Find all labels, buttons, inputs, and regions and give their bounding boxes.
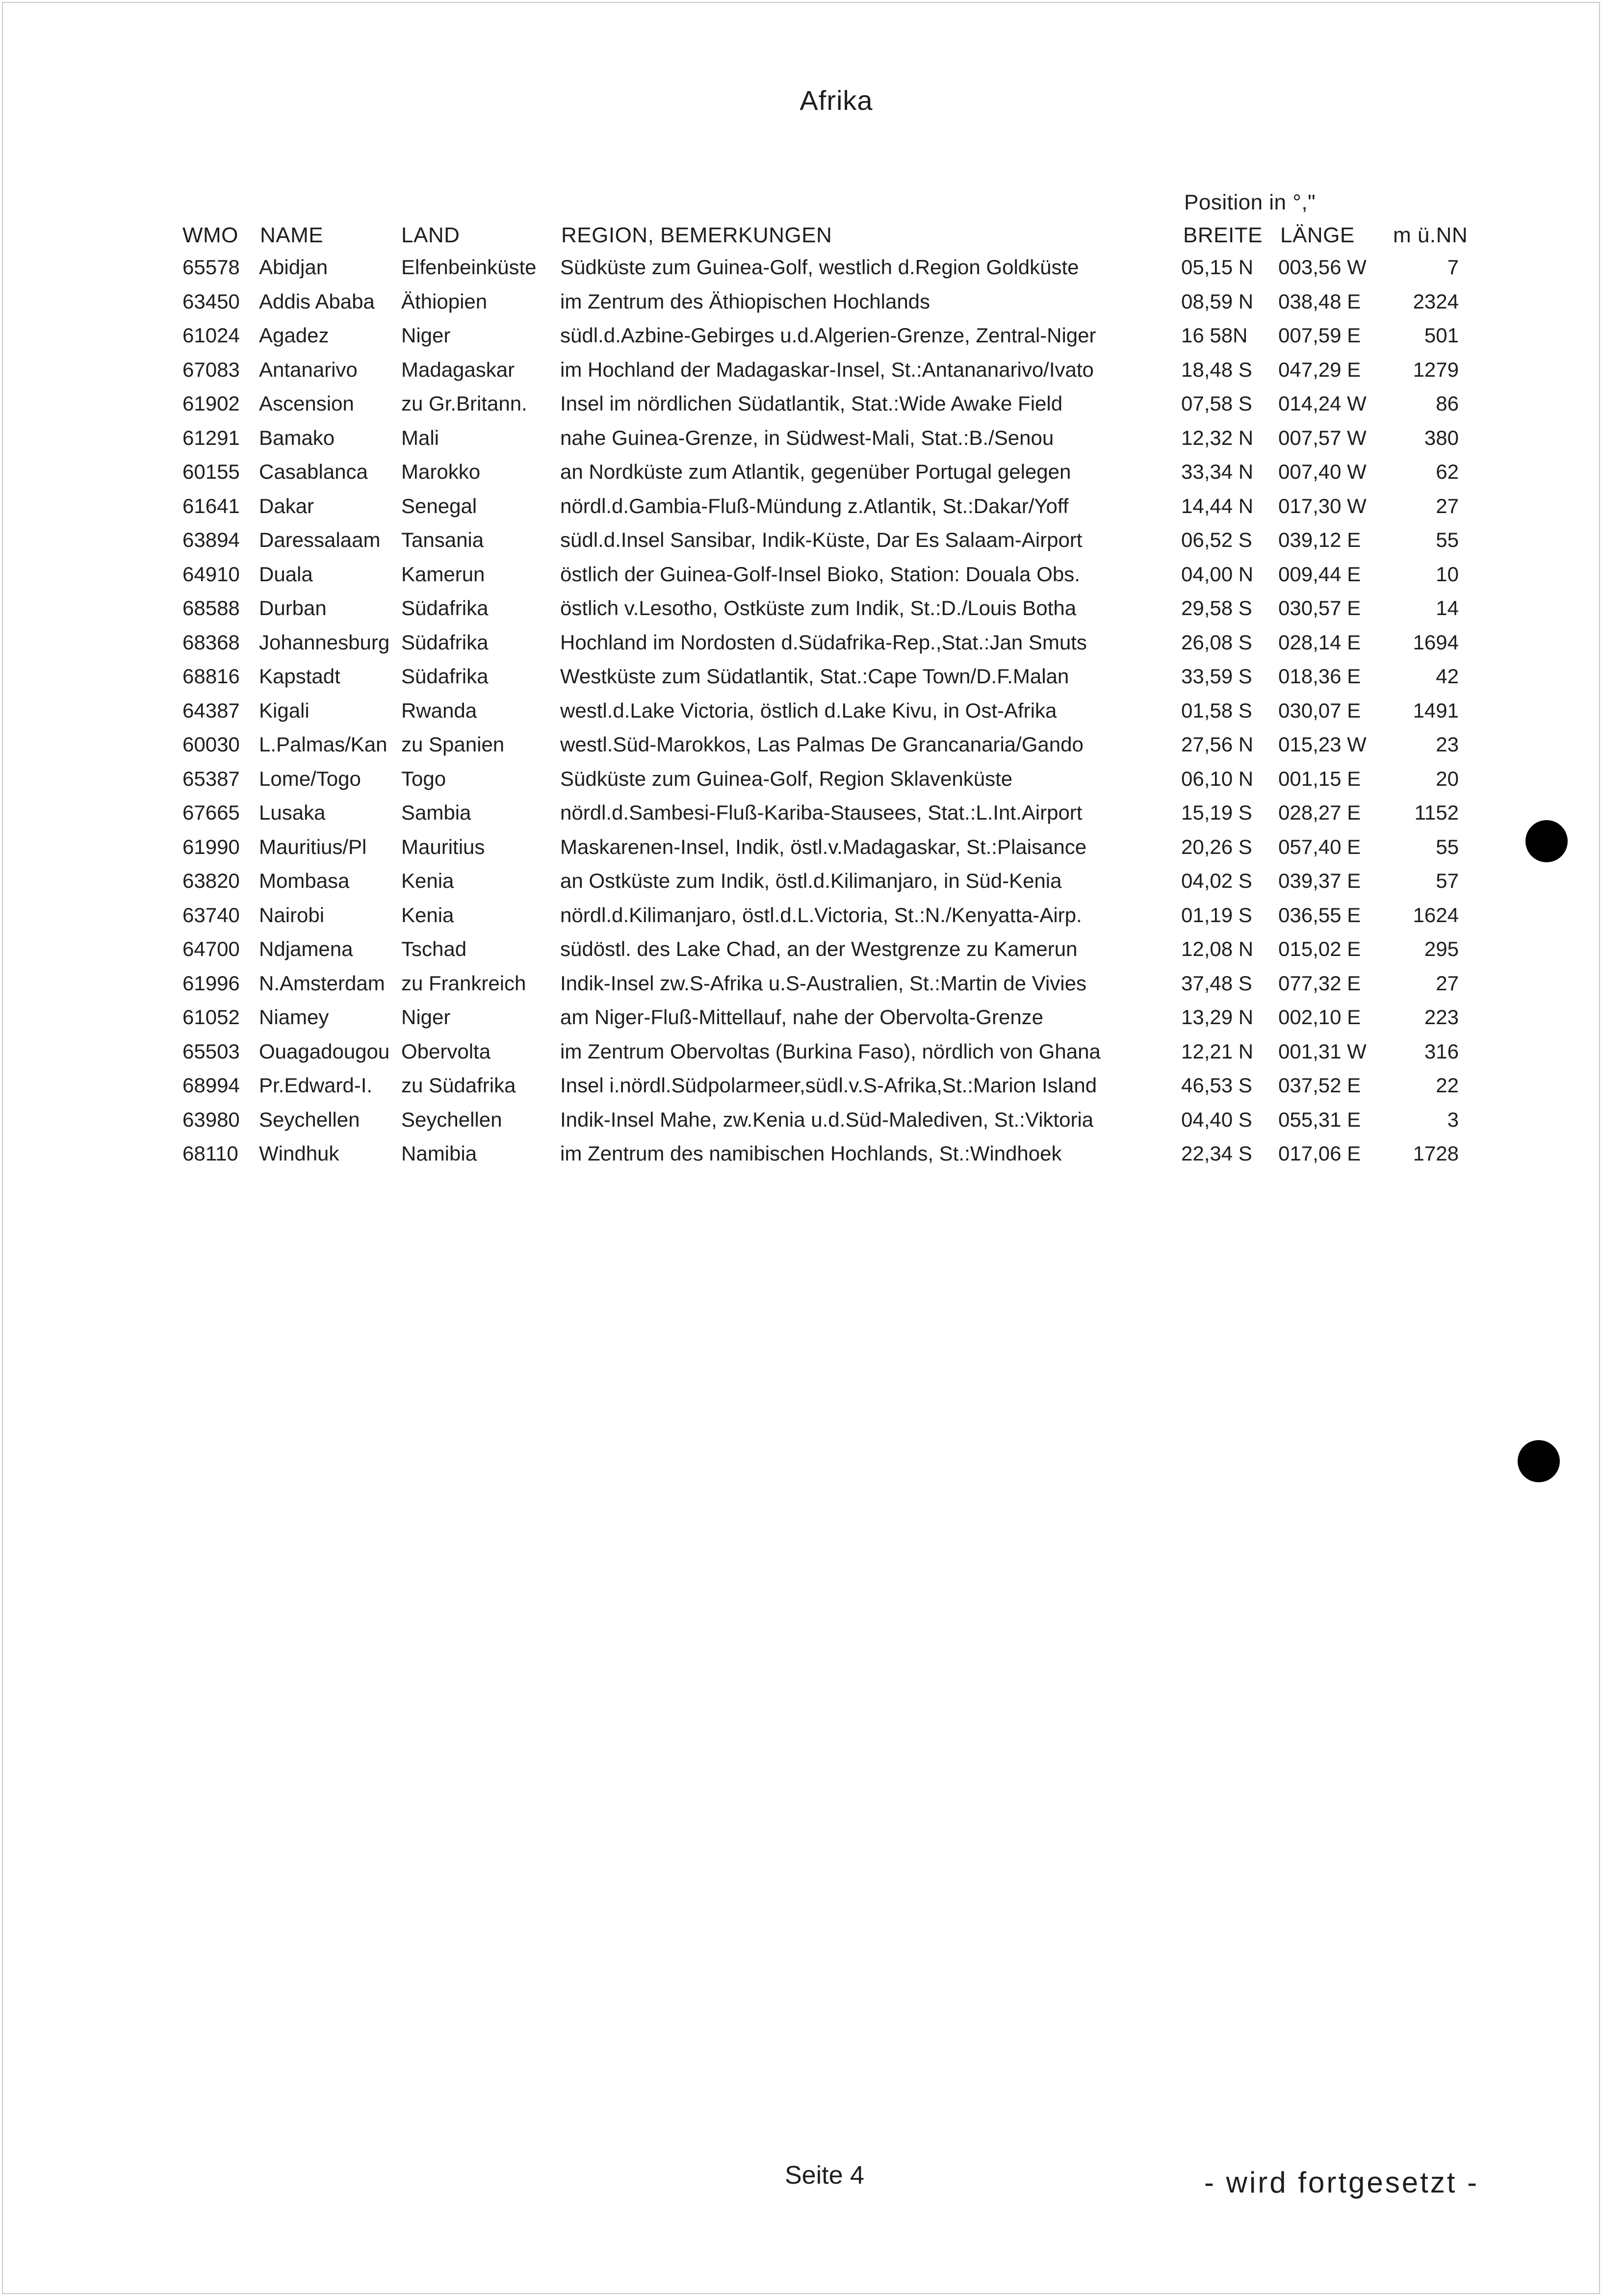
longitude-cell: 039,12 E [1278, 528, 1361, 551]
column-header-wmo: WMO [182, 223, 238, 247]
latitude-cell: 06,52 S [1181, 528, 1252, 551]
name-cell: Durban [259, 596, 327, 619]
latitude-cell: 08,59 N [1181, 289, 1254, 313]
altitude-cell: 55 [1436, 835, 1459, 858]
latitude-cell: 01,58 S [1181, 698, 1252, 722]
name-cell: Antanarivo [259, 358, 358, 381]
wmo-cell: 65578 [182, 256, 240, 279]
land-cell: Tschad [401, 937, 467, 960]
longitude-cell: 017,06 E [1278, 1142, 1361, 1165]
name-cell: Pr.Edward-I. [259, 1074, 373, 1097]
table-row [0, 423, 1602, 458]
land-cell: Mauritius [401, 835, 485, 858]
land-cell: Sambia [401, 801, 471, 824]
land-cell: Madagaskar [401, 358, 515, 381]
wmo-cell: 63820 [182, 869, 240, 892]
longitude-cell: 001,15 E [1278, 767, 1361, 790]
land-cell: Mali [401, 426, 439, 449]
table-row [0, 525, 1602, 560]
latitude-cell: 37,48 S [1181, 971, 1252, 995]
name-cell: Dakar [259, 494, 314, 517]
region-cell: im Zentrum Obervoltas (Burkina Faso), nördlich von Ghana [560, 1039, 1101, 1063]
region-cell: Maskarenen-Insel, Indik, östl.v.Madagaskar, St.:Plaisance [560, 835, 1087, 858]
wmo-cell: 61052 [182, 1006, 240, 1029]
region-cell: nördl.d.Kilimanjaro, östl.d.L.Victoria, St.:N./Kenyatta-Airp. [560, 903, 1082, 927]
table-row [0, 730, 1602, 764]
region-cell: an Ostküste zum Indik, östl.d.Kilimanjaro, in Süd-Kenia [560, 869, 1062, 892]
name-cell: Kigali [259, 698, 310, 722]
table-row [0, 832, 1602, 867]
longitude-cell: 015,02 E [1278, 937, 1361, 960]
land-cell: Elfenbeinküste [401, 256, 537, 279]
latitude-cell: 20,26 S [1181, 835, 1252, 858]
land-cell: Senegal [401, 494, 477, 517]
longitude-cell: 036,55 E [1278, 903, 1361, 927]
longitude-cell: 007,59 E [1278, 324, 1361, 347]
wmo-cell: 68368 [182, 630, 240, 654]
name-cell: Windhuk [259, 1142, 339, 1165]
altitude-cell: 42 [1436, 665, 1459, 688]
altitude-cell: 223 [1424, 1006, 1459, 1029]
region-cell: südl.d.Azbine-Gebirges u.d.Algerien-Grenze, Zentral-Niger [560, 324, 1096, 347]
land-cell: Äthiopien [401, 289, 488, 313]
region-cell: östlich der Guinea-Golf-Insel Bioko, Station: Douala Obs. [560, 562, 1080, 586]
region-cell: westl.Süd-Marokkos, Las Palmas De Grancanaria/Gando [560, 733, 1084, 756]
wmo-cell: 60155 [182, 460, 240, 483]
wmo-cell: 68588 [182, 596, 240, 619]
wmo-cell: 61291 [182, 426, 240, 449]
region-cell: nahe Guinea-Grenze, in Südwest-Mali, Stat.:B./Senou [560, 426, 1054, 449]
land-cell: Rwanda [401, 698, 477, 722]
region-cell: Indik-Insel zw.S-Afrika u.S-Australien, St.:Martin de Vivies [560, 971, 1086, 995]
altitude-cell: 10 [1436, 562, 1459, 586]
table-row [0, 798, 1602, 832]
latitude-cell: 18,48 S [1181, 358, 1252, 381]
altitude-cell: 295 [1424, 937, 1459, 960]
latitude-cell: 04,40 S [1181, 1108, 1252, 1131]
wmo-cell: 68994 [182, 1074, 240, 1097]
land-cell: Kamerun [401, 562, 485, 586]
longitude-cell: 037,52 E [1278, 1074, 1361, 1097]
table-row [0, 457, 1602, 491]
altitude-cell: 27 [1436, 494, 1459, 517]
land-cell: Seychellen [401, 1108, 502, 1131]
table-row [0, 1139, 1602, 1173]
wmo-cell: 63450 [182, 289, 240, 313]
table-row [0, 560, 1602, 594]
region-cell: Südküste zum Guinea-Golf, westlich d.Region Goldküste [560, 256, 1079, 279]
region-cell: Indik-Insel Mahe, zw.Kenia u.d.Süd-Malediven, St.:Viktoria [560, 1108, 1094, 1131]
table-row [0, 491, 1602, 526]
altitude-cell: 14 [1436, 596, 1459, 619]
table-row [0, 764, 1602, 799]
region-cell: Westküste zum Südatlantik, Stat.:Cape Town/D.F.Malan [560, 665, 1069, 688]
column-header-laenge: LÄNGE [1280, 223, 1355, 247]
longitude-cell: 028,27 E [1278, 801, 1361, 824]
table-row [0, 866, 1602, 901]
altitude-cell: 22 [1436, 1074, 1459, 1097]
region-cell: Hochland im Nordosten d.Südafrika-Rep.,Stat.:Jan Smuts [560, 630, 1087, 654]
name-cell: Abidjan [259, 256, 328, 279]
table-row [0, 1003, 1602, 1037]
region-cell: Insel i.nördl.Südpolarmeer,südl.v.S-Afrika,St.:Marion Island [560, 1074, 1097, 1097]
altitude-cell: 380 [1424, 426, 1459, 449]
table-row [0, 253, 1602, 287]
altitude-cell: 57 [1436, 869, 1459, 892]
latitude-cell: 05,15 N [1181, 256, 1254, 279]
longitude-cell: 057,40 E [1278, 835, 1361, 858]
latitude-cell: 12,32 N [1181, 426, 1254, 449]
wmo-cell: 64387 [182, 698, 240, 722]
land-cell: Niger [401, 1006, 451, 1029]
table-row [0, 969, 1602, 1003]
altitude-cell: 55 [1436, 528, 1459, 551]
land-cell: Tansania [401, 528, 484, 551]
name-cell: Ouagadougou [259, 1039, 390, 1063]
wmo-cell: 61902 [182, 392, 240, 415]
page-number: Seite 4 [785, 2161, 864, 2190]
land-cell: zu Spanien [401, 733, 505, 756]
region-cell: im Zentrum des Äthiopischen Hochlands [560, 289, 930, 313]
altitude-cell: 1152 [1414, 801, 1459, 824]
altitude-cell: 62 [1436, 460, 1459, 483]
wmo-cell: 60030 [182, 733, 240, 756]
longitude-cell: 055,31 E [1278, 1108, 1361, 1131]
altitude-cell: 1279 [1413, 358, 1459, 381]
altitude-cell: 1694 [1413, 630, 1459, 654]
position-header: Position in °," [1184, 190, 1316, 214]
name-cell: Mauritius/Pl [259, 835, 367, 858]
land-cell: Niger [401, 324, 451, 347]
longitude-cell: 003,56 W [1278, 256, 1367, 279]
altitude-cell: 23 [1436, 733, 1459, 756]
latitude-cell: 33,59 S [1181, 665, 1252, 688]
name-cell: Lome/Togo [259, 767, 361, 790]
wmo-cell: 61990 [182, 835, 240, 858]
name-cell: Daressalaam [259, 528, 381, 551]
longitude-cell: 002,10 E [1278, 1006, 1361, 1029]
altitude-cell: 1728 [1413, 1142, 1459, 1165]
longitude-cell: 014,24 W [1278, 392, 1367, 415]
longitude-cell: 030,57 E [1278, 596, 1361, 619]
name-cell: Niamey [259, 1006, 329, 1029]
table-row [0, 355, 1602, 389]
altitude-cell: 7 [1447, 256, 1459, 279]
table-row [0, 696, 1602, 730]
wmo-cell: 63894 [182, 528, 240, 551]
latitude-cell: 15,19 S [1181, 801, 1252, 824]
name-cell: Ndjamena [259, 937, 353, 960]
land-cell: zu Südafrika [401, 1074, 516, 1097]
land-cell: Togo [401, 767, 446, 790]
name-cell: Agadez [259, 324, 329, 347]
wmo-cell: 67665 [182, 801, 240, 824]
longitude-cell: 047,29 E [1278, 358, 1361, 381]
page-title: Afrika [800, 85, 873, 116]
land-cell: Marokko [401, 460, 481, 483]
longitude-cell: 077,32 E [1278, 971, 1361, 995]
name-cell: Johannesburg [259, 630, 390, 654]
region-cell: westl.d.Lake Victoria, östlich d.Lake Kivu, in Ost-Afrika [560, 698, 1057, 722]
column-header-land: LAND [401, 223, 460, 247]
longitude-cell: 007,57 W [1278, 426, 1367, 449]
column-header-hoehe: m ü.NN [1393, 223, 1468, 247]
table-row [0, 662, 1602, 696]
wmo-cell: 68816 [182, 665, 240, 688]
latitude-cell: 06,10 N [1181, 767, 1254, 790]
name-cell: Nairobi [259, 903, 325, 927]
land-cell: Südafrika [401, 596, 489, 619]
wmo-cell: 61641 [182, 494, 240, 517]
region-cell: an Nordküste zum Atlantik, gegenüber Portugal gelegen [560, 460, 1071, 483]
name-cell: Duala [259, 562, 313, 586]
region-cell: im Zentrum des namibischen Hochlands, St.:Windhoek [560, 1142, 1062, 1165]
longitude-cell: 028,14 E [1278, 630, 1361, 654]
station-table [0, 253, 1602, 1173]
land-cell: Südafrika [401, 630, 489, 654]
wmo-cell: 64910 [182, 562, 240, 586]
wmo-cell: 65503 [182, 1039, 240, 1063]
land-cell: zu Gr.Britann. [401, 392, 527, 415]
altitude-cell: 20 [1436, 767, 1459, 790]
longitude-cell: 009,44 E [1278, 562, 1361, 586]
latitude-cell: 12,21 N [1181, 1039, 1254, 1063]
punch-hole [1525, 820, 1568, 862]
longitude-cell: 001,31 W [1278, 1039, 1367, 1063]
region-cell: nördl.d.Sambesi-Fluß-Kariba-Stausees, Stat.:L.Int.Airport [560, 801, 1083, 824]
latitude-cell: 04,02 S [1181, 869, 1252, 892]
longitude-cell: 007,40 W [1278, 460, 1367, 483]
wmo-cell: 68110 [182, 1142, 238, 1165]
land-cell: Südafrika [401, 665, 489, 688]
table-row [0, 321, 1602, 355]
table-row [0, 1071, 1602, 1105]
name-cell: Ascension [259, 392, 354, 415]
region-cell: südöstl. des Lake Chad, an der Westgrenze zu Kamerun [560, 937, 1078, 960]
region-cell: südl.d.Insel Sansibar, Indik-Küste, Dar Es Salaam-Airport [560, 528, 1083, 551]
region-cell: nördl.d.Gambia-Fluß-Mündung z.Atlantik, St.:Dakar/Yoff [560, 494, 1069, 517]
altitude-cell: 1491 [1413, 698, 1459, 722]
wmo-cell: 63740 [182, 903, 240, 927]
name-cell: Lusaka [259, 801, 326, 824]
longitude-cell: 018,36 E [1278, 665, 1361, 688]
table-row [0, 389, 1602, 423]
wmo-cell: 67083 [182, 358, 240, 381]
latitude-cell: 01,19 S [1181, 903, 1252, 927]
region-cell: östlich v.Lesotho, Ostküste zum Indik, St.:D./Louis Botha [560, 596, 1077, 619]
altitude-cell: 27 [1436, 971, 1459, 995]
wmo-cell: 64700 [182, 937, 240, 960]
latitude-cell: 16 58N [1181, 324, 1248, 347]
altitude-cell: 316 [1424, 1039, 1459, 1063]
table-row [0, 1037, 1602, 1071]
latitude-cell: 07,58 S [1181, 392, 1252, 415]
punch-hole [1518, 1440, 1560, 1482]
altitude-cell: 2324 [1413, 289, 1459, 313]
land-cell: zu Frankreich [401, 971, 526, 995]
land-cell: Obervolta [401, 1039, 491, 1063]
land-cell: Kenia [401, 869, 454, 892]
wmo-cell: 65387 [182, 767, 240, 790]
name-cell: Addis Ababa [259, 289, 375, 313]
column-header-name: NAME [260, 223, 324, 247]
latitude-cell: 04,00 N [1181, 562, 1254, 586]
name-cell: Mombasa [259, 869, 350, 892]
land-cell: Kenia [401, 903, 454, 927]
latitude-cell: 29,58 S [1181, 596, 1252, 619]
region-cell: Insel im nördlichen Südatlantik, Stat.:Wide Awake Field [560, 392, 1063, 415]
longitude-cell: 017,30 W [1278, 494, 1367, 517]
altitude-cell: 501 [1424, 324, 1459, 347]
wmo-cell: 61996 [182, 971, 240, 995]
region-cell: Südküste zum Guinea-Golf, Region Sklavenküste [560, 767, 1013, 790]
altitude-cell: 1624 [1413, 903, 1459, 927]
region-cell: am Niger-Fluß-Mittellauf, nahe der Obervolta-Grenze [560, 1006, 1044, 1029]
latitude-cell: 14,44 N [1181, 494, 1254, 517]
name-cell: Casablanca [259, 460, 368, 483]
name-cell: L.Palmas/Kan [259, 733, 388, 756]
table-row [0, 1105, 1602, 1139]
land-cell: Namibia [401, 1142, 477, 1165]
name-cell: Seychellen [259, 1108, 360, 1131]
table-row [0, 628, 1602, 662]
latitude-cell: 27,56 N [1181, 733, 1254, 756]
longitude-cell: 015,23 W [1278, 733, 1367, 756]
latitude-cell: 46,53 S [1181, 1074, 1252, 1097]
column-header-region: REGION, BEMERKUNGEN [561, 223, 832, 247]
latitude-cell: 12,08 N [1181, 937, 1254, 960]
altitude-cell: 3 [1447, 1108, 1459, 1131]
name-cell: Kapstadt [259, 665, 340, 688]
region-cell: im Hochland der Madagaskar-Insel, St.:Antananarivo/Ivato [560, 358, 1094, 381]
latitude-cell: 26,08 S [1181, 630, 1252, 654]
wmo-cell: 61024 [182, 324, 240, 347]
name-cell: Bamako [259, 426, 335, 449]
table-row [0, 934, 1602, 969]
longitude-cell: 038,48 E [1278, 289, 1361, 313]
altitude-cell: 86 [1436, 392, 1459, 415]
latitude-cell: 33,34 N [1181, 460, 1254, 483]
table-row [0, 901, 1602, 935]
continued-note: - wird fortgesetzt - [1204, 2166, 1479, 2199]
table-row [0, 287, 1602, 321]
latitude-cell: 22,34 S [1181, 1142, 1252, 1165]
latitude-cell: 13,29 N [1181, 1006, 1254, 1029]
longitude-cell: 039,37 E [1278, 869, 1361, 892]
wmo-cell: 63980 [182, 1108, 240, 1131]
column-header-breite: BREITE [1183, 223, 1263, 247]
table-row [0, 593, 1602, 628]
longitude-cell: 030,07 E [1278, 698, 1361, 722]
name-cell: N.Amsterdam [259, 971, 385, 995]
